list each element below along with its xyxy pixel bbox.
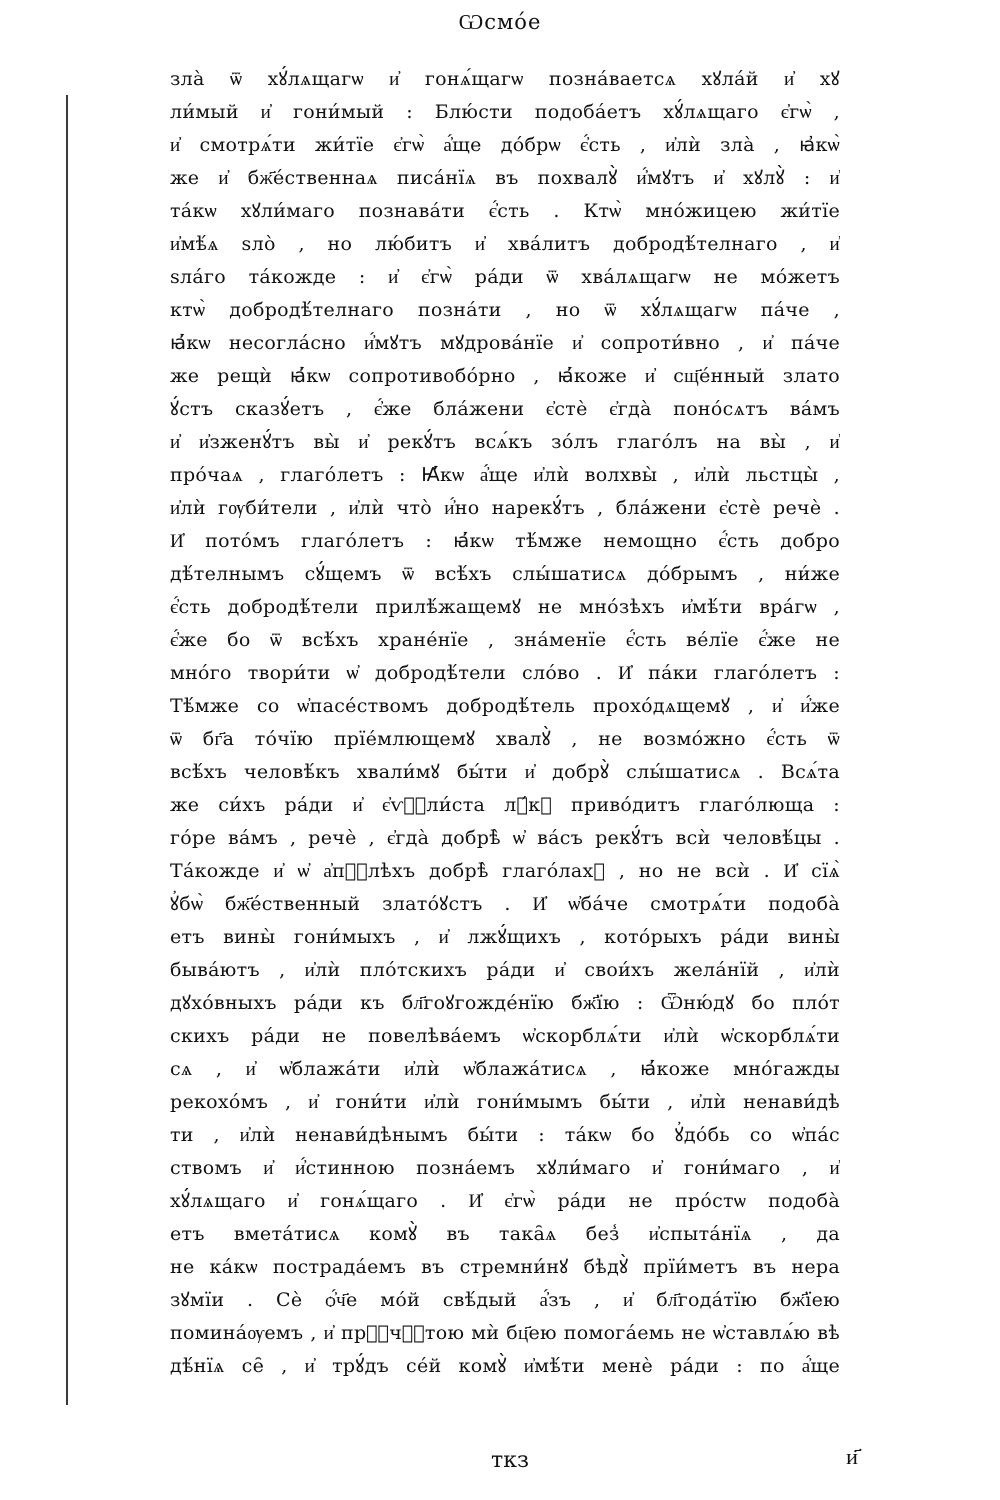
text-line: ꙋ́стъ сказꙋ́етъ , є҆́же бла́жени є҆стѐ є҆гда̀ поно́сѧтъ ва́мъ <box>170 398 840 420</box>
text-line: и҆лѝ гѹби́тели , и҆лѝ что̀ и҆́но нарекꙋ́тъ , бла́жени є҆стѐ речѐ . <box>170 497 840 519</box>
text-line: та́кѡ хꙋли́маго познава́ти є҆́сть . Ктѡ̀ мно́жицею жи́тїе <box>170 200 840 222</box>
text-line: помина́ѹемъ , и҆ прⷭ҇чⷭ҇тою мѝ бц҃ею помога́емь не ѡ҆ставлѧ́ю вѣ <box>170 1322 840 1344</box>
text-line: дꙋхо́вныхъ ра́ди къ бл҃гоꙋгожде́нїю бж҃їю : Ѿню́дꙋ бо пло́т <box>170 992 840 1014</box>
signature-mark: ткз <box>491 1448 529 1473</box>
text-line: же и҆ бж҃е́ственнаѧ писа́нїѧ въ похвалꙋ̀ и҆́мꙋтъ и҆ хꙋлꙋ̀ : и҆ <box>170 167 840 189</box>
text-line: всѣ́хъ человѣ́къ хвали́мꙋ бы́ти и҆ добрꙋ̀ слы́шатисѧ . Всѧ́та <box>170 761 840 783</box>
text-line: сѧ , и҆ ѡ҆блажа́ти и҆лѝ ѡ҆блажа́тисѧ , ꙗ҆́коже мно́гажды <box>170 1058 840 1080</box>
text-line: зла̀ ѿ хꙋ́лѧщагѡ и҆ гонѧ́щагѡ позна́ваетсѧ хꙋла́й и҆ хꙋ <box>170 68 840 90</box>
text-line: И҆ пото́мъ глаго́летъ : ꙗ҆́кѡ тѣ́мже немощно є҆́сть добро <box>170 530 840 552</box>
text-line: же рещѝ ꙗ҆́кѡ сопротивобо́рно , ꙗ҆́коже и҆ сщ҃е́нный злато <box>170 365 840 387</box>
text-line: не ка́кѡ пострада́емъ въ стремни́нꙋ бѣдꙋ̀ прїи́метъ въ нера <box>170 1256 840 1278</box>
text-line: ствомъ и҆ и҆́стинною позна́емъ хꙋли́маго и҆ гони́маго , и҆ <box>170 1157 840 1179</box>
text-line: ѕла́го та́кожде : и҆ є҆гѡ̀ ра́ди ѿ хва́лѧщагѡ не мо́жетъ <box>170 266 840 288</box>
text-line: и҆мѣ́ѧ ѕло̀ , но лю́битъ и҆ хва́литъ добродѣ́телнаго , и҆ <box>170 233 840 255</box>
text-line: го́ре ва́мъ , речѐ , є҆гда̀ добрѣ̀ ѡ҆ ва́съ рекꙋ́тъ всѝ человѣ́цы . <box>170 827 840 849</box>
text-line: дѣ́нїѧ се̑ , и҆ трꙋ́дъ се́й комꙋ̀ и҆мѣ́ти менѐ ра́ди : по а҆́ще <box>170 1355 840 1377</box>
text-line: рекохо́мъ , и҆ гони́ти и҆лѝ гони́мымъ бы́ти , и҆лѝ ненави́дѣ <box>170 1091 840 1113</box>
text-line: дѣ́телнымъ сꙋ́щемъ ѿ всѣ́хъ слы́шатисѧ до́брымъ , ни́же <box>170 563 840 585</box>
text-line: є҆́сть добродѣ́тели прилѣ́жащемꙋ не мно́зѣхъ и҆мѣ́ти вра́гѡ , <box>170 596 840 618</box>
leaf-number: и҃ <box>846 1445 858 1470</box>
left-margin-rule <box>66 95 68 1405</box>
text-line: и҆ и҆зженꙋ́тъ вы̀ и҆ рекꙋ́тъ всѧ́къ зо́лъ глаго́лъ на вы̀ , и҆ <box>170 431 840 453</box>
page-header: Ѡсмо́е <box>458 10 542 34</box>
text-line: ти , и҆лѝ ненави́дѣнымъ бы́ти : та́кѡ бо ꙋ҆до́бь со ѡ҆па́с <box>170 1124 840 1146</box>
text-line: Та́кожде и҆ ѡ҆ а҆пⷭ҇лѣхъ добрѣ̀ глаго́лахꙋ , но не всѝ . И҆ сїѧ̀ <box>170 860 840 882</box>
text-line: и҆ смотрѧ́ти жи́тїе є҆гѡ̀ а҆́ще до́брѡ є҆́сть , и҆лѝ зла̀ , ꙗ҆кѡ̀ <box>170 134 840 156</box>
text-line: ꙗ҆́кѡ несогла́сно и҆́мꙋтъ мꙋдрова́нїе и҆ сопроти́вно , и҆ па́че <box>170 332 840 354</box>
text-line: ли́мый и҆ гони́мый : Блю́сти подоба́етъ хꙋ́лѧщаго є҆гѡ̀ , <box>170 101 840 123</box>
text-line: етъ вины̀ гони́мыхъ , и҆ лжꙋ́щихъ , кото́рыхъ ра́ди вины̀ <box>170 926 840 948</box>
text-line: скихъ ра́ди не повелѣва́емъ ѡ҆скорблѧ́ти и҆лѝ ѡ҆скорблѧ́ти <box>170 1025 840 1047</box>
text-line: мно́го твори́ти ѡ҆ добродѣ́тели сло́во . И҆ па́ки глаго́летъ : <box>170 662 840 684</box>
text-line: же си́хъ ра́ди и҆ є҆ѵⷢ҇ли́ста лꙋ́кꙋ приво́дитъ глаго́люща : <box>170 794 840 816</box>
text-line: про́чаѧ , глаго́летъ : Ꙗ҆́кѡ а҆́ще и҆лѝ волхвы̀ , и҆лѝ льстцы̀ , <box>170 464 840 486</box>
text-line: ктѡ̀ добродѣ́телнаго позна́ти , но ѿ хꙋ́лѧщагѡ па́че , <box>170 299 840 321</box>
text-line: зꙋмїи . Сѐ ѻ҆́ч҃е мо́й свѣ́дый а҆́зъ , и҆ бл҃года́тїю бж҃їею <box>170 1289 840 1311</box>
text-block <box>170 63 840 1383</box>
text-line: є҆́же бо ѿ всѣ́хъ хране́нїе , зна́менїе є҆́сть ве́лїе є҆́же не <box>170 629 840 651</box>
text-line: ѿ бг҃а то́чїю прїе́млющемꙋ хвалꙋ̀ , не возмо́жно є҆́сть ѿ <box>170 728 840 750</box>
text-line: хꙋ́лѧщаго и҆ гонѧ́щаго . И҆ є҆гѡ̀ ра́ди не про́стѡ подоба̀ <box>170 1190 840 1212</box>
text-line: Тѣ́мже со ѡ҆пасе́ствомъ добродѣ́тель прохо́дѧщемꙋ , и҆ и҆́же <box>170 695 840 717</box>
text-line: ꙋ҆бѡ̀ бж҃е́ственный злато́ꙋстъ . И҆ ѡ҆ба́че смотрѧ́ти подоба̀ <box>170 893 840 915</box>
text-line: быва́ютъ , и҆лѝ пло́тскихъ ра́ди и҆ свои́хъ жела́нїй , и҆лѝ <box>170 959 840 981</box>
text-line: етъ вмета́тисѧ комꙋ̀ въ така̑ѧ без̾ и҆спыта́нїѧ , да <box>170 1223 840 1245</box>
